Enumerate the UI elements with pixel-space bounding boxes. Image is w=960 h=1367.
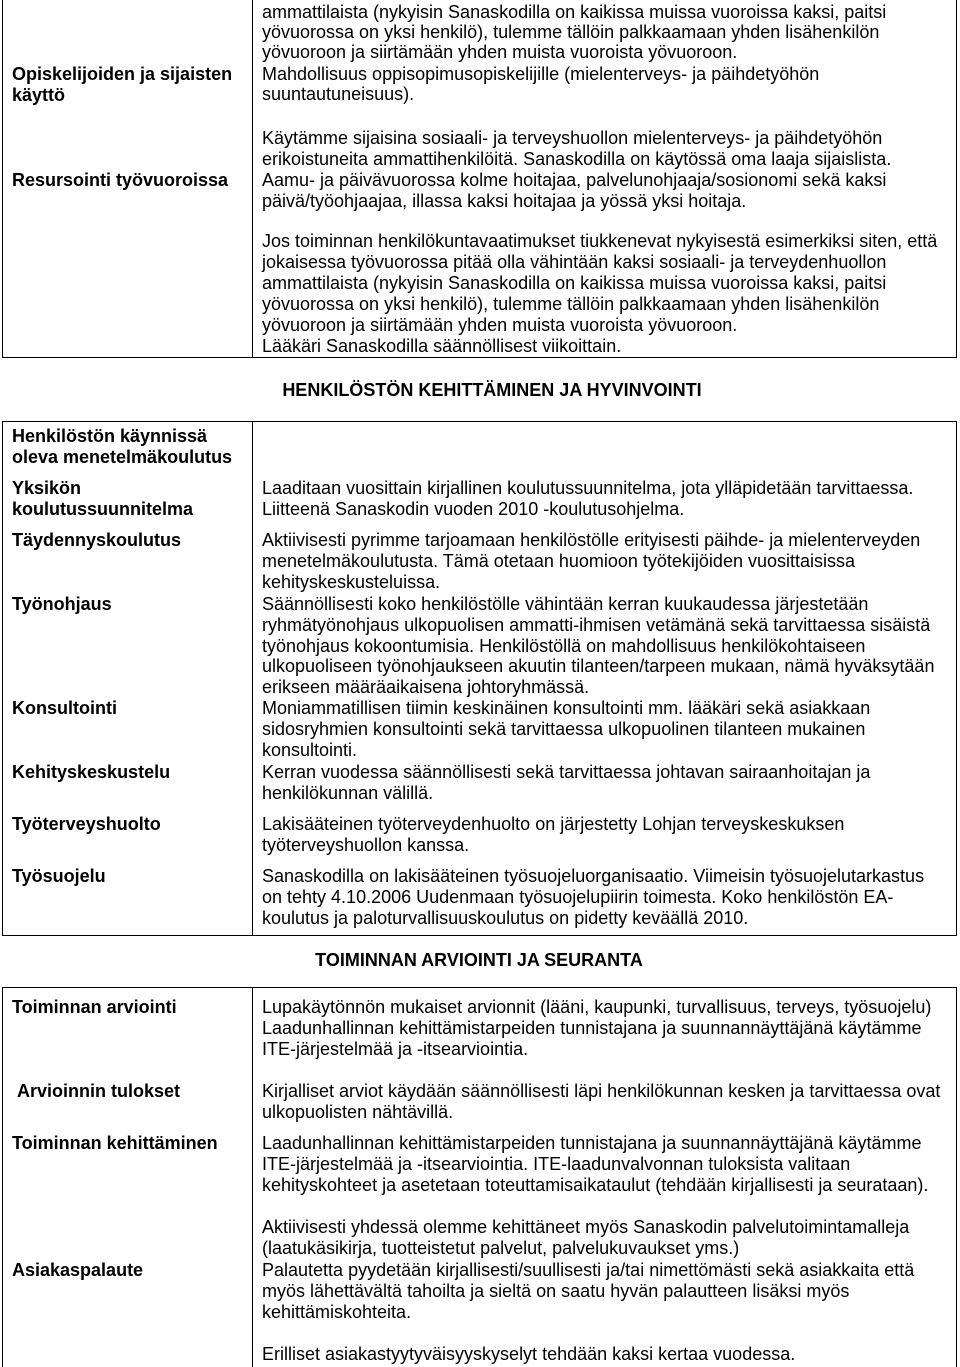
row-text-line: Kirjalliset arviot käydään säännöllisesti läpi henkilökunnan kesken ja tarvittaessa ovat: [262, 1081, 941, 1101]
row-text-line: suuntautuneisuus).: [262, 84, 415, 104]
row-text-line: (laatukäsikirja, tuotteistetut palvelut, palvelukuvaukset yms.): [262, 1238, 740, 1258]
row-text-line: yövuoroon ja siirtämään yhden muista vuoroista yövuoroon.: [262, 42, 738, 62]
row-text-line: Laadunhallinnan kehittämistarpeiden tunnistajana ja suunnannäyttäjänä käytämme: [262, 1133, 922, 1153]
section-heading: TOIMINNAN ARVIOINTI JA SEURANTA: [315, 950, 643, 970]
row-text-line: Lääkäri Sanaskodilla säännöllisest viikoittain.: [262, 336, 622, 356]
row-text-line: konsultointi.: [262, 740, 358, 760]
row-text-line: Laaditaan vuosittain kirjallinen koulutussuunnitelma, jota ylläpidetään tarvittaessa.: [262, 478, 914, 498]
row-label: Opiskelijoiden ja sijaisten: [12, 64, 233, 84]
row-text-line: yövuorossa on yksi henkilö), tulemme tällöin palkkaamaan yhden lisähenkilön: [262, 294, 880, 314]
row-text-line: ITE-järjestelmää ja -itsearviointia. ITE-laadunvalvonnan tuloksista valitaan: [262, 1154, 851, 1174]
row-text-line: Moniammatillisen tiimin keskinäinen konsultointi mm. lääkäri sekä asiakkaan: [262, 698, 871, 718]
row-text-line: työnohjaus kokoontumisia. Henkilöstöllä on mahdollisuus henkilökohtaiseen: [262, 636, 866, 656]
row-text-line: ammattilaista (nykyisin Sanaskodilla on kaikissa muissa vuoroissa kaksi, paitsi: [262, 2, 887, 22]
section-heading: HENKILÖSTÖN KEHITTÄMINEN JA HYVINVOINTI: [282, 380, 702, 400]
column-divider: [252, 0, 253, 357]
row-text-line: Aamu- ja päivävuorossa kolme hoitajaa, palvelunohjaaja/sosionomi sekä kaksi: [262, 170, 887, 190]
row-text-line: ulkopuolisten nähtävillä.: [262, 1102, 454, 1122]
row-text-line: Liitteenä Sanaskodin vuoden 2010 -koulutusohjelma.: [262, 499, 685, 519]
row-text-line: ammattilaista (nykyisin Sanaskodilla on kaikissa muissa vuoroissa kaksi, paitsi: [262, 273, 887, 293]
row-label: Resursointi työvuoroissa: [12, 170, 229, 190]
row-text-line: ITE-järjestelmää ja -itsearviointia.: [262, 1039, 529, 1059]
row-text-line: erikseen määräaikaisena johtoryhmässä.: [262, 677, 590, 697]
row-label: Konsultointi: [12, 698, 117, 718]
row-text-line: myös lähettävältä tahoilta ja sieltä on saatu hyvän palautteen lisäksi myös: [262, 1281, 850, 1301]
row-text-line: erikoistuneita ammattihenkilöitä. Sanaskodilla on käytössä oma laaja sijaislista.: [262, 149, 892, 169]
row-text-line: Erilliset asiakastyytyväisyyskyselyt tehdään kaksi kertaa vuodessa.: [262, 1344, 796, 1364]
row-text-line: ulkopuoliseen työnohjaukseen akuutin tilanteen/tarpeen mukaan, nämä hyväksytään: [262, 656, 935, 676]
row-text-line: Lupakäytönnön mukaiset arvionnit (lääni, kaupunki, turvallisuus, terveys, työsuojelu): [262, 997, 932, 1017]
row-label: Työsuojelu: [12, 866, 106, 886]
row-label: oleva menetelmäkoulutus: [12, 447, 233, 467]
row-label: Arvioinnin tulokset: [17, 1081, 181, 1101]
row-text-line: Laadunhallinnan kehittämistarpeiden tunnistajana ja suunnannäyttäjänä käytämme: [262, 1018, 922, 1038]
row-label: Yksikön: [12, 478, 82, 498]
row-label: Työnohjaus: [12, 594, 112, 614]
row-text-line: päivä/työohjaajaa, illassa kaksi hoitajaa ja yössä yksi hoitaja.: [262, 191, 747, 211]
row-text-line: Aktiivisesti pyrimme tarjoamaan henkilöstölle erityisesti päihde- ja mielenterveyden: [262, 530, 921, 550]
row-label: Täydennyskoulutus: [12, 530, 182, 550]
row-text-line: kehityskohteet ja asetetaan toteuttamisaikataulut (tehdään kirjallisesti ja seurataan).: [262, 1175, 929, 1195]
row-label: koulutussuunnitelma: [12, 499, 194, 519]
row-text-line: kehityskeskusteluissa.: [262, 572, 441, 592]
column-divider: [252, 988, 253, 1367]
row-text-line: jokaisessa työvuorossa pitää olla vähintään kaksi sosiaali- ja terveydenhuollon: [262, 252, 887, 272]
staffing-table: [2, 0, 957, 358]
row-label: Kehityskeskustelu: [12, 762, 171, 782]
row-label: Työterveyshuolto: [12, 814, 161, 834]
row-text-line: työterveyshuollon kanssa.: [262, 835, 470, 855]
row-text-line: Sanaskodilla on lakisääteinen työsuojeluorganisaatio. Viimeisin työsuojelutarkastus: [262, 866, 925, 886]
row-text-line: yövuorossa on yksi henkilö), tulemme tällöin palkkaamaan yhden lisähenkilön: [262, 22, 880, 42]
row-text-line: Lakisääteinen työterveydenhuolto on järjestetty Lohjan terveyskeskuksen: [262, 814, 845, 834]
row-text-line: Mahdollisuus oppisopimusopiskelijille (mielenterveys- ja päihdetyöhön: [262, 64, 820, 84]
evaluation-table: [2, 987, 957, 1367]
row-text-line: menetelmäkoulutusta. Tämä otetaan huomioon työtekijöiden vuosittaisissa: [262, 551, 856, 571]
row-text-line: henkilökunnan välillä.: [262, 783, 434, 803]
row-text-line: Palautetta pyydetään kirjallisesti/suullisesti ja/tai nimettömästi sekä asiakkaita että: [262, 1260, 915, 1280]
row-label: Toiminnan arviointi: [12, 997, 177, 1017]
row-text-line: ryhmätyönohjaus ulkopuolisen ammatti-ihmisen vetämänä sekä tarvittaessa sisäistä: [262, 615, 931, 635]
row-text-line: on tehty 4.10.2006 Uudenmaan työsuojelupiirin toimesta. Koko henkilöstön EA-: [262, 887, 894, 907]
row-text-line: yövuoroon ja siirtämään yhden muista vuoroista yövuoroon.: [262, 315, 738, 335]
personnel-development-table: [2, 421, 957, 936]
row-label: käyttö: [12, 85, 66, 105]
row-label: Asiakaspalaute: [12, 1260, 144, 1280]
row-text-line: Käytämme sijaisina sosiaali- ja terveyshuollon mielenterveys- ja päihdetyöhön: [262, 128, 883, 148]
row-text-line: kehittämiskohteita.: [262, 1302, 412, 1322]
row-label: Henkilöstön käynnissä: [12, 426, 208, 446]
column-divider: [252, 422, 253, 935]
row-text-line: Säännöllisesti koko henkilöstölle vähintään kerran kuukaudessa järjestetään: [262, 594, 869, 614]
row-text-line: sidosryhmien konsultointi sekä tarvittaessa ulkopuolinen tilanteen mukainen: [262, 719, 866, 739]
row-text-line: Jos toiminnan henkilökuntavaatimukset tiukkenevat nykyisestä esimerkiksi siten, että: [262, 231, 938, 251]
row-text-line: Kerran vuodessa säännöllisesti sekä tarvittaessa johtavan sairaanhoitajan ja: [262, 762, 871, 782]
row-text-line: koulutus ja paloturvallisuuskoulutus on pidetty keväällä 2010.: [262, 908, 749, 928]
row-text-line: Aktiivisesti yhdessä olemme kehittäneet myös Sanaskodin palvelutoimintamalleja: [262, 1217, 910, 1237]
row-label: Toiminnan kehittäminen: [12, 1133, 218, 1153]
